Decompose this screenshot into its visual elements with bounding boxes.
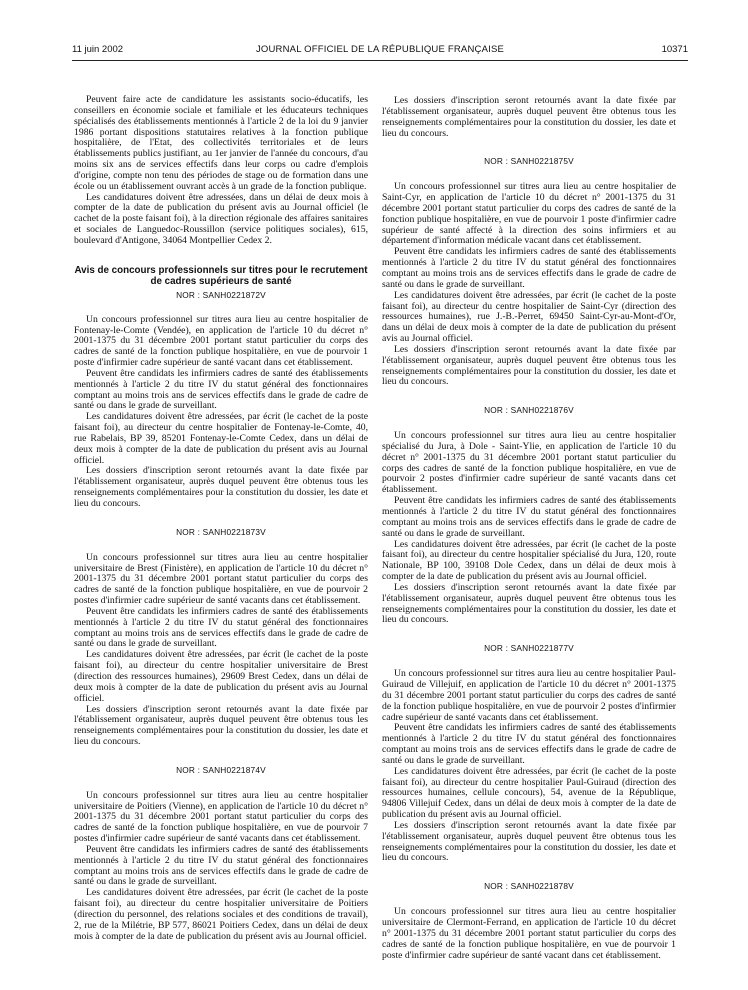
notice-paragraph: Les candidatures doivent être adressées, par écrit (le cachet de la poste faisant foi), au directeur du centre hospitalier spécialisé du Jura, 120, route Nationale, BP 100, 39108 Dole Cedex, dans un délai de deux mois à compter de la date de publication du présent avis au Journal officiel.	[382, 538, 676, 583]
notice-paragraph: Les dossiers d'inscription seront retournés avant la date fixée par l'établissement organisateur, auprès duquel peuvent être obtenus tous les renseignements complémentaires pour la constitution du dossier, les date et lieu du concours.	[382, 343, 676, 388]
notice-paragraph: Peuvent être candidats les infirmiers cadres de santé des établissements mentionnés à l'article 2 du titre IV du statut général des fonctionnaires comptant au moins trois ans de services effectifs dans le grade de cadre de santé ou dans le grade de surveillant.	[74, 367, 368, 412]
notice-paragraph: Un concours professionnel sur titres aura lieu au centre hospitalier universitaire de Clermont-Ferrand, en application de l'article 10 du décret n° 2001-1375 du 31 décembre 2001 portant statut particulier du corps des cadres de santé de la fonction publique hospitalière, en vue de pourvoir 1 poste d'infirmier cadre supérieur de santé vacant dans cet établissement.	[382, 906, 676, 961]
notice-paragraph: Les candidatures doivent être adressées, par écrit (le cachet de la poste faisant foi), au directeur du centre hospitalier universitaire de Brest (direction des ressources humaines), 29609 Brest Cedex, dans un délai de deux mois à compter de la date de publication du présent avis au Journal officiel.	[74, 649, 368, 704]
notice-paragraph: Les candidatures doivent être adressées, par écrit (le cachet de la poste faisant foi), au directeur du centre hospitalier de Saint-Cyr (direction des ressources humaines), rue J.-B.-Perret, 69450 Saint-Cyr-au-Mont-d'Or, dans un délai de deux mois à compter de la date de publication du présent avis au Journal officiel.	[382, 289, 676, 345]
notice-paragraph: Un concours professionnel sur titres aura lieu au centre hospitalier spécialisé du Jura, à Dole - Saint-Ylie, en application de l'article 10 du décret n° 2001-1375 du 31 décembre 2001 portant statut particulier du corps des cadres de santé de la fonction publique hospitalière, en vue de pourvoir 2 postes d'infirmier cadre supérieur de santé vacants dans cet établissement.	[382, 430, 676, 496]
notice-paragraph: Les candidatures doivent être adressées, par écrit (le cachet de la poste faisant foi), au directeur du centre hospitalier Paul-Guiraud (direction des ressources humaines, cellule concours), 54, avenue de la République, 94806 Villejuif Cedex, dans un délai de deux mois à compter de la date de publication du présent avis au Journal officiel.	[382, 765, 676, 821]
notice-paragraph: Les dossiers d'inscription seront retournés avant la date fixée par l'établissement organisateur, auprès duquel peuvent être obtenus tous les renseignements complémentaires pour la constitution du dossier, les date et lieu du concours.	[382, 819, 676, 864]
notice-paragraph: Les candidatures doivent être adressées, par écrit (le cachet de la poste faisant foi), au directeur du centre hospitalier universitaire de Poitiers (direction du personnel, des relations sociales et des conditions de travail), 2, rue de la Milétrie, BP 577, 86021 Poitiers Cedex, dans un délai de deux mois à compter de la date de publication du présent avis au Journal officiel.	[74, 887, 368, 942]
nor-reference: NOR : SANH0221876V	[484, 405, 574, 416]
section-title: Avis de concours professionnels sur titres pour le recrutement de cadres supérieurs de santé	[74, 264, 368, 287]
nor-reference: NOR : SANH0221875V	[484, 156, 574, 167]
nor-reference: NOR : SANH0221873V	[176, 526, 266, 537]
right-column	[382, 96, 676, 961]
journal-title: JOURNAL OFFICIEL DE LA RÉPUBLIQUE FRANÇAISE	[255, 44, 505, 55]
notice-paragraph: Les dossiers d'inscription seront retournés avant la date fixée par l'établissement organisateur, auprès duquel peuvent être obtenus tous les renseignements complémentaires pour la constitution du dossier, les date et lieu du concours.	[74, 465, 368, 509]
notice-paragraph: Les dossiers d'inscription seront retournés avant la date fixée par l'établissement organisateur, auprès duquel peuvent être obtenus tous les renseignements complémentaires pour la constitution du dossier, les date et lieu du concours.	[74, 703, 368, 748]
nor-reference: NOR : SANH0221872V	[176, 289, 266, 300]
notice-paragraph: Peuvent être candidats les infirmiers cadres de santé des établissements mentionnés à l'article 2 du titre IV du statut général des fonctionnaires comptant au moins trois ans de services effectifs dans le grade de cadre de santé ou dans le grade de surveillant.	[74, 843, 368, 888]
header-rule	[72, 60, 688, 61]
publication-date: 11 juin 2002	[72, 44, 124, 55]
nor-reference: NOR : SANH0221878V	[484, 881, 574, 892]
page-number: 10371	[661, 44, 688, 55]
notice-paragraph: Les dossiers d'inscription seront retournés avant la date fixée par l'établissement organisateur, auprès duquel peuvent être obtenus tous les renseignements complémentaires pour la constitution du dossier, les date et lieu du concours.	[382, 581, 676, 626]
page-header	[72, 44, 688, 58]
nor-reference: NOR : SANH0221874V	[176, 764, 266, 775]
intro-paragraph: Peuvent faire acte de candidature les assistants socio-éducatifs, les conseillers en économie sociale et familiale et les éducateurs techniques spécialisés des établissements mentionnés à l'article 2 de la loi du 9 janvier 1986 portant dispositions statutaires relatives à la fonction publique hospitalière, de l'Etat, des collectivités territoriales et de leurs établissements publics justifiant, au 1er janvier de l'année du concours, d'au moins six ans de services effectifs dans leur corps ou cadre d'emplois d'origine, compte non tenu des périodes de stage ou de formation dans une école ou un établissement ouvrant accès à un grade de la fonction publique.	[74, 94, 368, 192]
notice-paragraph: Peuvent être candidats les infirmiers cadres de santé des établissements mentionnés à l'article 2 du titre IV du statut général des fonctionnaires comptant au moins trois ans de services effectifs dans le grade de cadre de santé ou dans le grade de surveillant.	[382, 722, 676, 766]
notice-paragraph: Les candidatures doivent être adressées, par écrit (le cachet de la poste faisant foi), au directeur du centre hospitalier de Fontenay-le-Comte, 40, rue Rabelais, BP 39, 85201 Fontenay-le-Comte Cedex, dans un délai de deux mois à compter de la date de publication du présent avis au Journal officiel.	[74, 411, 368, 466]
notice-paragraph: Un concours professionnel sur titres aura lieu au centre hospitalier Paul-Guiraud de Villejuif, en application de l'article 10 du décret n° 2001-1375 du 31 décembre 2001 portant statut particulier du corps des cadres de santé de la fonction publique hospitalière, en vue de pourvoir 2 postes d'infirmier cadre supérieur de santé vacants dans cet établissement.	[382, 668, 676, 723]
notice-paragraph: Peuvent être candidats les infirmiers cadres de santé des établissements mentionnés à l'article 2 du titre IV du statut général des fonctionnaires comptant au moins trois ans de services effectifs dans le grade de cadre de santé ou dans le grade de surveillant.	[382, 246, 676, 290]
notice-paragraph: Un concours professionnel sur titres aura lieu au centre hospitalier de Saint-Cyr, en application de l'article 10 du décret n° 2001-1375 du 31 décembre 2001 portant statut particulier du corps des cadres de santé de la fonction publique hospitalière, en vue de pourvoir 1 poste d'infirmier cadre supérieur de santé affecté à la direction des soins infirmiers et au département d'information médicale vacant dans cet établissement.	[382, 181, 676, 247]
notice-paragraph: Un concours professionnel sur titres aura lieu au centre hospitalier universitaire de Poitiers (Vienne), en application de l'article 10 du décret n° 2001-1375 du 31 décembre 2001 portant statut particulier du corps des cadres de santé de la fonction publique hospitalière, en vue de pourvoir 7 postes d'infirmier cadre supérieur de santé vacants dans cet établissement.	[74, 789, 368, 845]
notice-paragraph: Peuvent être candidats les infirmiers cadres de santé des établissements mentionnés à l'article 2 du titre IV du statut général des fonctionnaires comptant au moins trois ans de services effectifs dans le grade de cadre de santé ou dans le grade de surveillant.	[74, 605, 368, 650]
notice-paragraph: Un concours professionnel sur titres aura lieu au centre hospitalier de Fontenay-le-Comte (Vendée), en application de l'article 10 du décret n° 2001-1375 du 31 décembre 2001 portant statut particulier du corps des cadres de santé de la fonction publique hospitalière, en vue de pourvoir 1 poste d'infirmier cadre supérieur de santé vacant dans cet établissement.	[74, 313, 368, 369]
nor-reference: NOR : SANH0221877V	[484, 643, 574, 654]
notice-paragraph: Peuvent être candidats les infirmiers cadres de santé des établissements mentionnés à l'article 2 du titre IV du statut général des fonctionnaires comptant au moins trois ans de services effectifs dans le grade de cadre de santé ou dans le grade de surveillant.	[382, 495, 676, 539]
left-column	[74, 95, 368, 943]
continuation-paragraph: Les dossiers d'inscription seront retournés avant la date fixée par l'établissement organisateur, auprès duquel peuvent être obtenus tous les renseignements complémentaires pour la constitution du dossier, les date et lieu du concours.	[382, 95, 676, 139]
intro-paragraph: Les candidatures doivent être adressées, dans un délai de deux mois à compter de la date de publication du présent avis au Journal officiel (le cachet de la poste faisant foi), à la direction régionale des affaires sanitaires et sociales de Languedoc-Roussillon (service politiques sociales), 615, boulevard d'Antigone, 34064 Montpellier Cedex 2.	[74, 191, 368, 246]
notice-paragraph: Un concours professionnel sur titres aura lieu au centre hospitalier universitaire de Brest (Finistère), en application de l'article 10 du décret n° 2001-1375 du 31 décembre 2001 portant statut particulier du corps des cadres de santé de la fonction publique hospitalière, en vue de pourvoir 2 postes d'infirmier cadre supérieur de santé vacants dans cet établissement.	[74, 551, 368, 607]
